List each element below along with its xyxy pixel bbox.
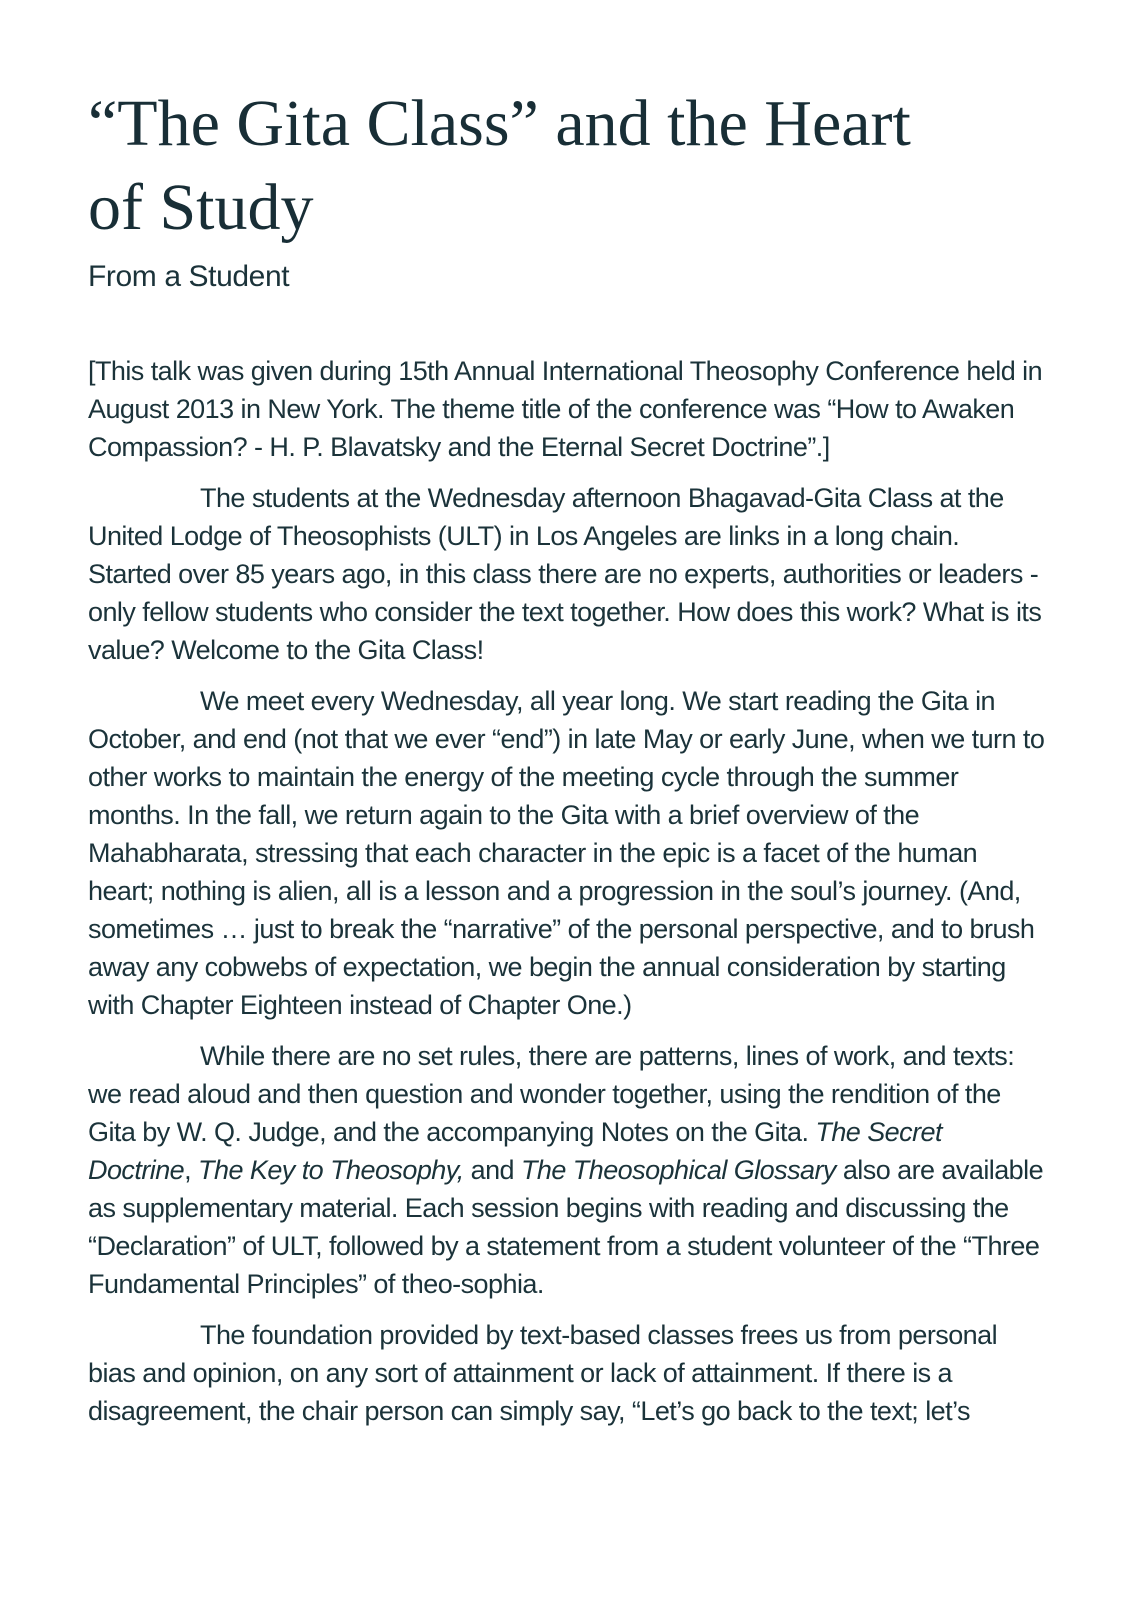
italic-text-run: The Secret Doctrine xyxy=(88,1117,942,1186)
text-run: , xyxy=(184,1155,199,1186)
paragraph xyxy=(88,1037,1046,1303)
article-title: “The Gita Class” and the Heart of Study xyxy=(88,87,911,244)
paragraph xyxy=(88,682,1046,1024)
text-run: also are available as supplementary material. Each session begins with reading and discussing the “Declaration” of ULT, followed by a statement from a student volunteer of the “Three Fundamental Principles” of theo-sophia. xyxy=(88,1155,1044,1300)
text-run: While there are no set rules, there are patterns, lines of work, and texts: we read aloud and then question and wonder together, using the rendition of the Gita by W. Q. Judge, and the accompanying Notes on the Gita. xyxy=(88,1041,1015,1148)
text-run: [This talk was given during 15th Annual International Theosophy Conference held in August 2013 in New York. The theme title of the conference was “How to Awaken Compassion? - H. P. Blavatsky and the Eternal Secret Doctrine”.] xyxy=(88,356,1043,463)
italic-text-run: The Theosophical Glossary xyxy=(520,1155,836,1186)
text-run: The foundation provided by text-based classes frees us from personal bias and opinion, on any sort of attainment or lack of attainment. If there is a disagreement, the chair person can simply say, “Let’s go back to the text; let’s xyxy=(88,1320,998,1427)
paragraph xyxy=(88,352,1046,466)
paragraph xyxy=(88,1316,1046,1430)
text-run: The students at the Wednesday afternoon Bhagavad-Gita Class at the United Lodge of Theosophists (ULT) in Los Angeles are links in a long chain. Started over 85 years ago, in this class there are no experts, authorities or leaders - only fellow students who consider the text together. How does this work? What is its value? Welcome to the Gita Class! xyxy=(88,483,1042,666)
text-run: and xyxy=(463,1155,521,1186)
paragraph xyxy=(88,479,1046,669)
article-body xyxy=(88,352,1046,1430)
article-byline: From a Student xyxy=(88,259,290,293)
text-run: We meet every Wednesday, all year long. We start reading the Gita in October, and end (not that we ever “end”) in late May or early June, when we turn to other works to maintain the energy of the meeting cycle through the summer months. In the fall, we return again to the Gita with a brief overview of the Mahabharata, stressing that each character in the epic is a facet of the human heart; nothing is alien, all is a lesson and a progression in the soul’s journey. (And, sometimes … just to break the “narrative” of the personal perspective, and to brush away any cobwebs of expectation, we begin the annual consideration by starting with Chapter Eighteen instead of Chapter One.) xyxy=(88,686,1045,1021)
italic-text-run: The Key to Theosophy, xyxy=(198,1155,464,1186)
